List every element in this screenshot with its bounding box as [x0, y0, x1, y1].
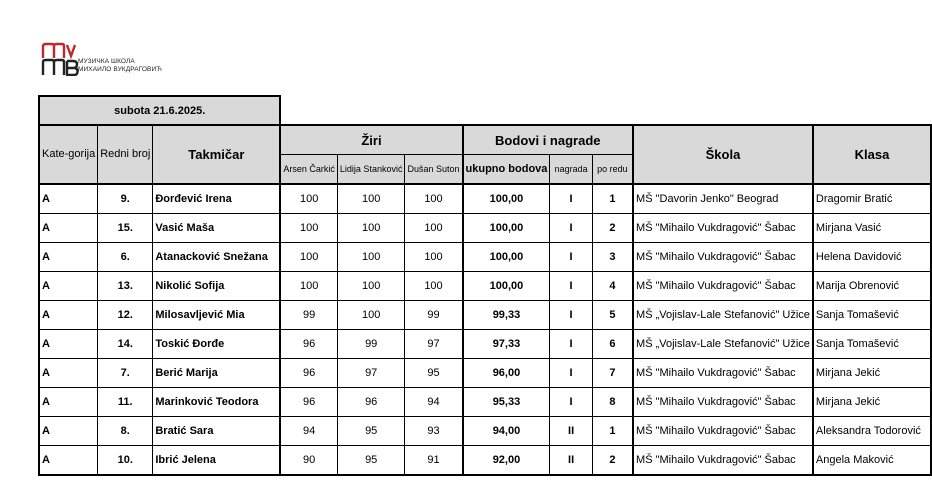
- cell-po-redu: 2: [592, 214, 633, 243]
- table-row: [39, 243, 931, 272]
- cell-redni-broj: 12.: [98, 301, 153, 330]
- cell-redni-broj: 14.: [98, 330, 153, 359]
- cell-nagrada: I: [550, 243, 592, 272]
- cell-po-redu: 3: [592, 243, 633, 272]
- cell-takmicar: Bratić Sara: [153, 417, 281, 446]
- cell-po-redu: 1: [592, 184, 633, 214]
- cell-nagrada: II: [550, 417, 592, 446]
- col-header-kategorija: Kate-gorija: [39, 125, 98, 184]
- cell-takmicar: Berić Marija: [153, 359, 281, 388]
- cell-redni-broj: 10.: [98, 446, 153, 476]
- cell-judge-1: 96: [280, 388, 337, 417]
- cell-klasa: Mirjana Vasić: [813, 214, 931, 243]
- cell-nagrada: I: [550, 214, 592, 243]
- col-header-ziri: Žiri: [280, 125, 462, 155]
- table-row: [39, 301, 931, 330]
- cell-redni-broj: 9.: [98, 184, 153, 214]
- cell-kategorija: A: [39, 446, 98, 476]
- cell-po-redu: 1: [592, 417, 633, 446]
- cell-skola: MŠ „Vojislav-Lale Stefanović" Užice: [633, 330, 813, 359]
- cell-judge-2: 97: [337, 359, 405, 388]
- cell-redni-broj: 11.: [98, 388, 153, 417]
- cell-ukupno: 94,00: [463, 417, 550, 446]
- cell-judge-1: 100: [280, 184, 337, 214]
- cell-nagrada: I: [550, 272, 592, 301]
- cell-po-redu: 7: [592, 359, 633, 388]
- cell-judge-1: 90: [280, 446, 337, 476]
- cell-nagrada: I: [550, 359, 592, 388]
- table-row: [39, 330, 931, 359]
- date-header: subota 21.6.2025.: [39, 96, 280, 125]
- table-row: [39, 184, 931, 214]
- cell-nagrada: I: [550, 330, 592, 359]
- cell-klasa: Mirjana Jekić: [813, 359, 931, 388]
- cell-judge-3: 97: [405, 330, 463, 359]
- cell-klasa: Helena Davidović: [813, 243, 931, 272]
- school-logo-line2: МИХАИЛО ВУКДРАГОВИЋ: [78, 66, 162, 73]
- cell-judge-2: 100: [337, 184, 405, 214]
- cell-judge-1: 94: [280, 417, 337, 446]
- cell-po-redu: 2: [592, 446, 633, 476]
- judge-header-3: Dušan Suton: [405, 155, 463, 185]
- cell-kategorija: A: [39, 214, 98, 243]
- cell-redni-broj: 13.: [98, 272, 153, 301]
- cell-judge-2: 100: [337, 301, 405, 330]
- col-header-nagrada: nagrada: [550, 155, 592, 185]
- cell-po-redu: 8: [592, 388, 633, 417]
- cell-kategorija: A: [39, 272, 98, 301]
- cell-judge-3: 100: [405, 272, 463, 301]
- cell-skola: MŠ "Mihailo Vukdragović" Šabac: [633, 417, 813, 446]
- judge-header-2: Lidija Stanković: [337, 155, 405, 185]
- cell-ukupno: 96,00: [463, 359, 550, 388]
- table-row: [39, 359, 931, 388]
- col-header-po-redu: po redu: [592, 155, 633, 185]
- cell-ukupno: 100,00: [463, 214, 550, 243]
- cell-po-redu: 4: [592, 272, 633, 301]
- cell-judge-2: 100: [337, 272, 405, 301]
- col-header-klasa: Klasa: [813, 125, 931, 184]
- col-header-bodovi: Bodovi i nagrade: [463, 125, 634, 155]
- cell-klasa: Dragomir Bratić: [813, 184, 931, 214]
- cell-takmicar: Marinković Teodora: [153, 388, 281, 417]
- school-logo-text: [78, 58, 162, 74]
- cell-kategorija: A: [39, 330, 98, 359]
- cell-nagrada: I: [550, 301, 592, 330]
- cell-judge-2: 95: [337, 417, 405, 446]
- cell-judge-1: 96: [280, 359, 337, 388]
- cell-takmicar: Đorđević Irena: [153, 184, 281, 214]
- cell-klasa: Marija Obrenović: [813, 272, 931, 301]
- cell-klasa: Sanja Tomašević: [813, 330, 931, 359]
- cell-kategorija: A: [39, 359, 98, 388]
- cell-nagrada: I: [550, 388, 592, 417]
- cell-ukupno: 92,00: [463, 446, 550, 476]
- judge-header-1: Arsen Čarkić: [280, 155, 337, 185]
- cell-redni-broj: 8.: [98, 417, 153, 446]
- header-spacer: [280, 96, 931, 125]
- col-header-redni-broj: Redni broj: [98, 125, 153, 184]
- cell-judge-3: 95: [405, 359, 463, 388]
- cell-kategorija: A: [39, 388, 98, 417]
- cell-ukupno: 100,00: [463, 184, 550, 214]
- cell-skola: MŠ "Mihailo Vukdragović" Šabac: [633, 446, 813, 476]
- school-logo-line1: МУЗИЧКА ШКОЛА: [78, 58, 135, 65]
- cell-judge-3: 100: [405, 243, 463, 272]
- school-logo-mark-icon: [40, 42, 80, 76]
- table-row: [39, 388, 931, 417]
- cell-judge-1: 99: [280, 301, 337, 330]
- cell-judge-3: 93: [405, 417, 463, 446]
- cell-klasa: Aleksandra Todorović: [813, 417, 931, 446]
- cell-judge-3: 94: [405, 388, 463, 417]
- cell-redni-broj: 15.: [98, 214, 153, 243]
- cell-judge-2: 100: [337, 214, 405, 243]
- cell-klasa: Angela Maković: [813, 446, 931, 476]
- cell-po-redu: 5: [592, 301, 633, 330]
- cell-ukupno: 100,00: [463, 243, 550, 272]
- cell-takmicar: Atanacković Snežana: [153, 243, 281, 272]
- cell-ukupno: 99,33: [463, 301, 550, 330]
- cell-skola: MŠ "Mihailo Vukdragović" Šabac: [633, 272, 813, 301]
- cell-judge-2: 99: [337, 330, 405, 359]
- cell-takmicar: Nikolić Sofija: [153, 272, 281, 301]
- cell-skola: MŠ "Mihailo Vukdragović" Šabac: [633, 359, 813, 388]
- cell-kategorija: A: [39, 243, 98, 272]
- col-header-takmicar: Takmičar: [153, 125, 281, 184]
- cell-skola: MŠ "Davorin Jenko" Beograd: [633, 184, 813, 214]
- cell-judge-1: 100: [280, 243, 337, 272]
- cell-takmicar: Milosavljević Mia: [153, 301, 281, 330]
- cell-skola: MŠ "Mihailo Vukdragović" Šabac: [633, 243, 813, 272]
- table-row: [39, 446, 931, 476]
- cell-judge-1: 100: [280, 214, 337, 243]
- cell-judge-3: 99: [405, 301, 463, 330]
- table-row: [39, 214, 931, 243]
- cell-ukupno: 100,00: [463, 272, 550, 301]
- cell-ukupno: 95,33: [463, 388, 550, 417]
- cell-klasa: Sanja Tomašević: [813, 301, 931, 330]
- cell-judge-3: 100: [405, 184, 463, 214]
- cell-judge-2: 95: [337, 446, 405, 476]
- cell-judge-2: 100: [337, 243, 405, 272]
- cell-ukupno: 97,33: [463, 330, 550, 359]
- cell-kategorija: A: [39, 184, 98, 214]
- cell-takmicar: Toskić Đorđe: [153, 330, 281, 359]
- cell-nagrada: II: [550, 446, 592, 476]
- table-row: [39, 272, 931, 301]
- col-header-ukupno: ukupno bodova: [463, 155, 550, 185]
- cell-skola: MŠ „Vojislav-Lale Stefanović" Užice: [633, 301, 813, 330]
- table-row: [39, 417, 931, 446]
- cell-judge-3: 100: [405, 214, 463, 243]
- cell-judge-3: 91: [405, 446, 463, 476]
- col-header-skola: Škola: [633, 125, 813, 184]
- cell-kategorija: A: [39, 301, 98, 330]
- cell-redni-broj: 6.: [98, 243, 153, 272]
- cell-takmicar: Ibrić Jelena: [153, 446, 281, 476]
- cell-skola: MŠ "Mihailo Vukdragović" Šabac: [633, 388, 813, 417]
- cell-redni-broj: 7.: [98, 359, 153, 388]
- cell-po-redu: 6: [592, 330, 633, 359]
- results-table: [38, 95, 932, 476]
- cell-judge-2: 96: [337, 388, 405, 417]
- cell-klasa: Mirjana Jekić: [813, 388, 931, 417]
- cell-judge-1: 96: [280, 330, 337, 359]
- cell-skola: MŠ "Mihailo Vukdragović" Šabac: [633, 214, 813, 243]
- cell-kategorija: A: [39, 417, 98, 446]
- cell-takmicar: Vasić Maša: [153, 214, 281, 243]
- cell-nagrada: I: [550, 184, 592, 214]
- cell-judge-1: 100: [280, 272, 337, 301]
